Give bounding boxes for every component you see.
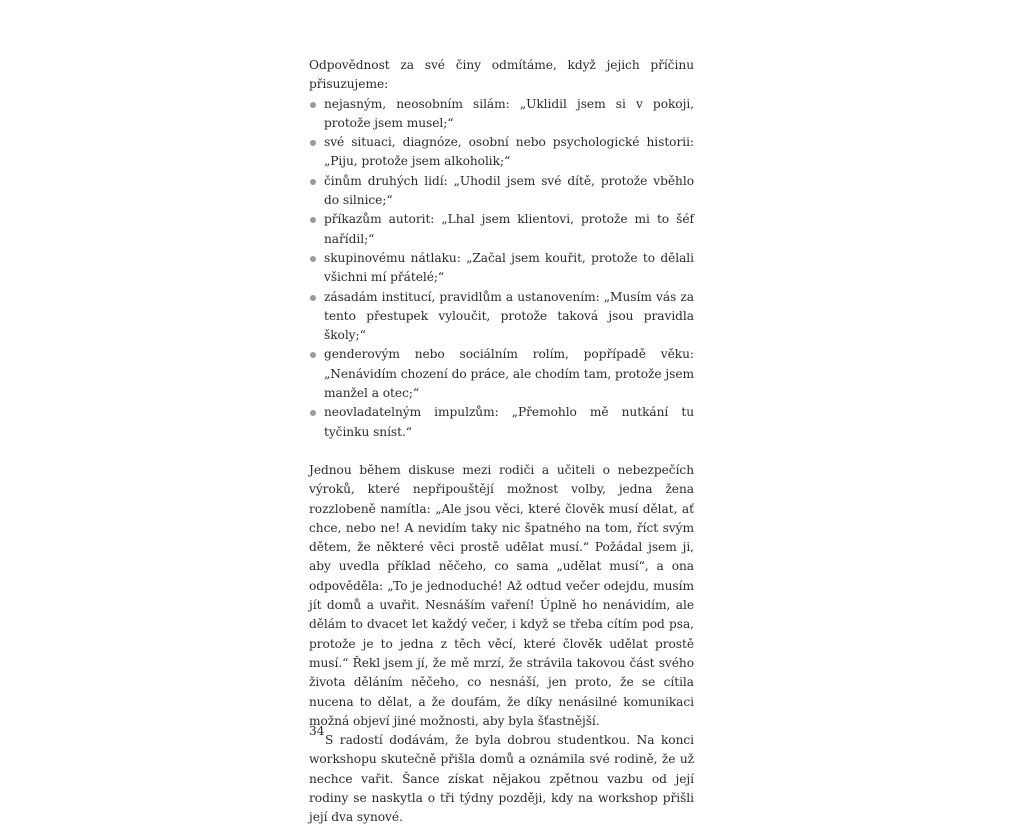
bullet-icon [310, 410, 316, 416]
list-item-text: neovladatelným impulzům: „Přemohlo mě nutkání tu tyčinku sníst.“ [324, 405, 694, 439]
bullet-icon [310, 102, 316, 108]
bullet-icon [310, 256, 316, 262]
bullet-icon [310, 217, 316, 223]
section-gap [309, 442, 694, 461]
list-item [309, 172, 694, 211]
body-paragraph-1: Jednou během diskuse mezi rodiči a učiteli o nebezpečích výroků, které nepřipouštějí možnost volby, jedna žena rozzlobeně namítla: „Ale jsou věci, které člověk musí dělat, ať chce, nebo ne! A nevidím taky nic špatného na tom, říct svým dětem, že některé věci prostě udělat musí.“ Požádal jsem ji, aby uvedla příklad něčeho, co sama „udělat musí“, a ona odpověděla: „To je jednoduché! Až odtud večer odejdu, musím jít domů a uvařit. Nesnáším vaření! Úplně ho nenávidím, ale dělám to dvacet let každý večer, i když se třeba cítím pod psa, protože je to jedna z těch věcí, které člověk udělat prostě musí.“ Řekl jsem jí, že mě mrzí, že strávila takovou část svého života děláním něčeho, co nesnáší, jen proto, že se cítila nucena to dělat, a že doufám, že díky nenásilné komunikaci možná objeví jiné možnosti, aby byla šťastnější. [309, 462, 694, 728]
list-item-text: genderovým nebo sociálním rolím, popřípadě věku: „Nenávidím chození do práce, ale chodím tam, protože jsem manžel a otec;“ [324, 347, 694, 401]
list-item [309, 345, 694, 403]
intro-paragraph: Odpovědnost za své činy odmítáme, když jejich příčinu přisuzujeme: [309, 58, 694, 92]
body-paragraph-2: S radostí dodávám, že byla dobrou studentkou. Na konci workshopu skutečně přišla domů a oznámila své rodině, že už nechce vařit. Šance získat nějakou zpětnou vazbu od její rodiny se naskytla o tři týdny později, kdy na workshop přišli její dva synové. [309, 733, 694, 825]
list-item [309, 288, 694, 346]
list-item [309, 95, 694, 134]
list-item [309, 210, 694, 249]
bullet-list [309, 95, 694, 442]
bullet-icon [310, 179, 316, 185]
list-item-text: příkazům autorit: „Lhal jsem klientovi, protože mi to šéf nařídil;“ [324, 212, 694, 246]
list-item [309, 403, 694, 442]
bullet-icon [310, 295, 316, 301]
list-item-text: své situaci, diagnóze, osobní nebo psychologické historii: „Piju, protože jsem alkoholik;“ [324, 135, 694, 169]
list-item-text: skupinovému nátlaku: „Začal jsem kouřit, protože to dělali všichni mí přátelé;“ [324, 250, 694, 285]
bullet-icon [310, 352, 316, 358]
list-item-text: nejasným, neosobním silám: „Uklidil jsem si v pokoji, protože jsem musel;“ [324, 96, 694, 130]
list-item-text: zásadám institucí, pravidlům a ustanovením: „Musím vás za tento přestupek vyloučit, protože taková jsou pravidla školy;“ [324, 289, 694, 343]
list-item-text: činům druhých lidí: „Uhodil jsem své dítě, protože vběhlo do silnice;“ [324, 173, 694, 208]
list-item [309, 249, 694, 288]
bullet-icon [310, 140, 316, 146]
text-block [309, 56, 694, 828]
page-number: 34 [309, 724, 325, 738]
list-item [309, 133, 694, 172]
